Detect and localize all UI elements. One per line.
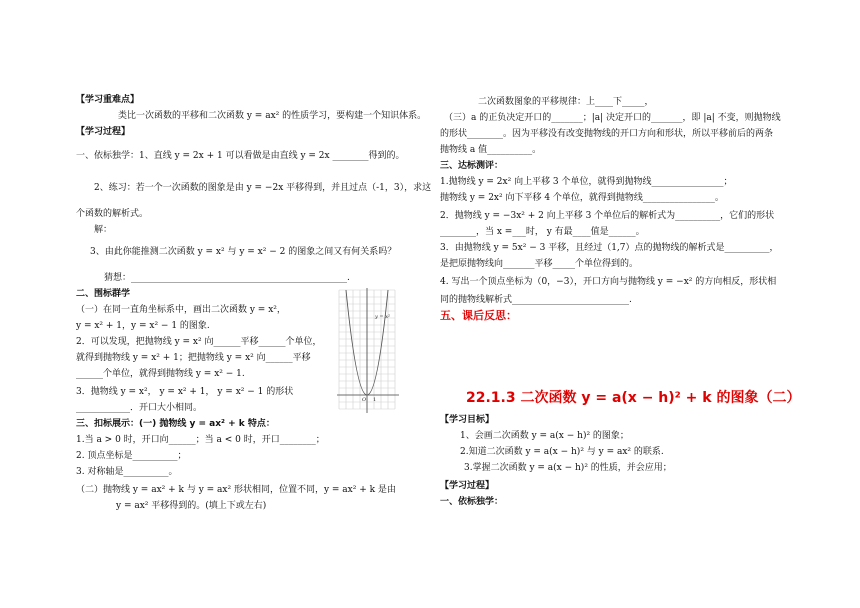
text-line: ________，当 x =___时， y 有最____值是______。 — [440, 227, 645, 237]
text-line: y = x² + 1，y = x² − 1 的图象. — [76, 321, 210, 331]
text-line: 3. 对称轴是__________。 — [76, 467, 178, 477]
x-tick-label: 1 — [373, 397, 377, 403]
text-line: 2、练习：若一个一次函数的图象是由 y = −2x 平移得到，并且过点（-1，3），求这 — [94, 183, 432, 193]
text-line: （一）在同一直角坐标系中，画出二次函数 y = x²， — [76, 305, 286, 315]
origin-label: O — [362, 397, 367, 403]
text-line: 是把原抛物线向_______平移_____个单位得到的。 — [440, 259, 639, 269]
text-line: 抛物线 a 值__________。 — [440, 145, 542, 155]
text-line: 2.知道二次函数 y = a(x − h)² 与 y = ax² 的联系. — [460, 447, 664, 457]
text-line: 3、由此你能推测二次函数 y = x² 与 y = x² − 2 的图象之间又有何关系吗？ — [90, 247, 397, 257]
text-line: 个函数的解析式。 — [76, 209, 149, 219]
text-line: （二）抛物线 y = ax² + k 与 y = ax² 形状相同，位置不同，y = ax² + k 是由 — [76, 485, 396, 495]
text-line: 3.掌握二次函数 y = a(x − h)² 的性质，并会应用； — [464, 463, 672, 473]
text-line: 2. 顶点坐标是__________； — [76, 451, 187, 461]
text-line: ______个单位，就得到抛物线 y = x² − 1. — [76, 369, 245, 379]
text-line: 就得到抛物线 y = x² + 1；把抛物线 y = x² 向______平移 — [76, 353, 311, 363]
heading-group-study: 二、围标群学 — [76, 289, 131, 299]
heading-reflection: 五、课后反思： — [440, 309, 517, 322]
section-title: 22.1.3 二次函数 y = a(x − h)² + k 的图象（二） — [466, 390, 801, 406]
text-line: 1、会画二次函数 y = a(x − h)² 的图象； — [460, 431, 629, 441]
text-line: y = ax² 平移得到的。(填上下或左右) — [116, 501, 267, 511]
heading-process-2: 【学习过程】 — [440, 481, 495, 491]
text-line: 3．由抛物线 y = 5x² − 3 平移，且经过（1,7）点的抛物线的解析式是__________， — [440, 243, 779, 253]
text-line: 的形状________。因为平移没有改变抛物线的开口方向和形状，所以平移前后的两条 — [440, 129, 774, 139]
text-line: 猜想：________________________________________________. — [104, 273, 350, 283]
text-line: 1.抛物线 y = 2x² 向上平移 3 个单位，就得到抛物线________________； — [440, 177, 733, 187]
text-line: 2．抛物线 y = −3x² + 2 向上平移 3 个单位后的解析式为__________，它们的形状 — [440, 211, 775, 221]
curve-label: y = x² — [375, 314, 391, 320]
heading-showcase: 三、扣标展示：(一) 抛物线 y = ax² + k 特点： — [76, 419, 275, 429]
text-line: 4. 写出一个顶点坐标为（0，−3），开口方向与抛物线 y = −x² 的方向相反，形状相 — [440, 277, 777, 287]
text-line: 3．抛物线 y = x²， y = x² + 1， y = x² − 1 的形状 — [76, 387, 294, 397]
text-line: 同的抛物线解析式__________________________. — [440, 295, 632, 305]
text-line: 类比一次函数的平移和二次函数 y = ax² 的性质学习，要构建一个知识体系。 — [118, 111, 427, 121]
text-line: （三）a 的正负决定开口的_______；|a| 决定开口的_______，即 |a| 不变，则抛物线 — [444, 113, 781, 123]
heading-test: 三、达标测评： — [440, 161, 504, 171]
text-line: 1.当 a > 0 时，开口向______；当 a < 0 时，开口________； — [76, 435, 325, 445]
heading-independent-study: 一、依标独学： — [440, 497, 504, 507]
text-line: 一、依标独学：1、直线 y = 2x + 1 可以看做是由直线 y = 2x ________得到的。 — [76, 151, 405, 161]
text-line: 抛物线 y = 2x² 向下平移 4 个单位，就得到抛物线________________。 — [440, 193, 724, 203]
text-line: 二次函数图象的平移规律：上____下_____， — [478, 97, 654, 107]
text-line: ____________．开口大小相同。 — [76, 403, 203, 413]
heading-objectives: 【学习目标】 — [440, 415, 495, 425]
parabola-graph — [337, 288, 399, 413]
heading-key-points: 【学习重难点】 — [76, 95, 140, 105]
text-line: 解： — [94, 225, 113, 235]
text-line: 2．可以发现，把抛物线 y = x² 向______平移______个单位， — [76, 337, 322, 347]
heading-process: 【学习过程】 — [76, 127, 131, 137]
